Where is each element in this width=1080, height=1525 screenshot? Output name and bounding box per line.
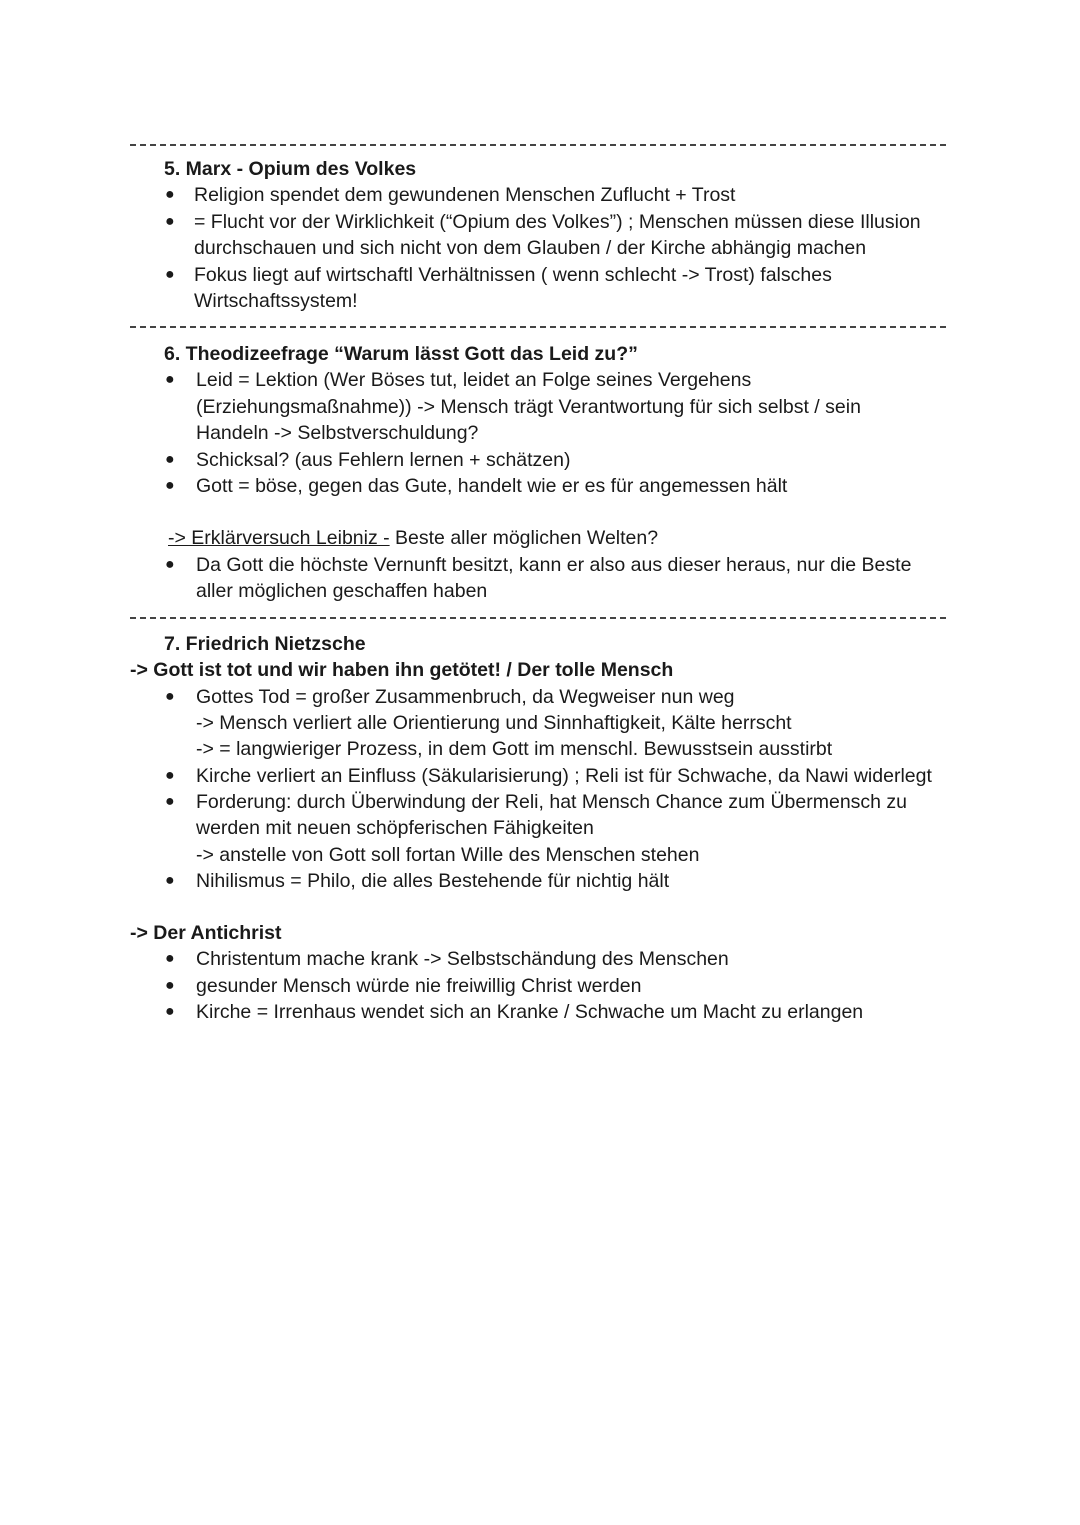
list-item: Gott = böse, gegen das Gute, handelt wie er es für angemessen hält xyxy=(196,475,788,497)
list-item-continuation: -> anstelle von Gott soll fortan Wille des Menschen stehen xyxy=(196,844,700,866)
bullet-dot: ● xyxy=(165,477,175,494)
bullet-dot: ● xyxy=(165,371,175,388)
list-item-continuation: Wirtschaftssystem! xyxy=(194,290,358,312)
list-item-continuation: aller möglichen geschaffen haben xyxy=(196,580,488,602)
list-item: Nihilismus = Philo, die alles Bestehende für nichtig hält xyxy=(196,870,670,892)
section-6-heading: 6. Theodizeefrage “Warum lässt Gott das Leid zu?” xyxy=(164,343,638,365)
list-item-continuation: werden mit neuen schöpferischen Fähigkeiten xyxy=(196,817,594,839)
list-item: Gottes Tod = großer Zusammenbruch, da Wegweiser nun weg xyxy=(196,686,735,708)
list-item: Religion spendet dem gewundenen Menschen Zuflucht + Trost xyxy=(194,184,736,206)
section-5-heading: 5. Marx - Opium des Volkes xyxy=(164,158,417,180)
section-7-subheading: -> Gott ist tot und wir haben ihn getötet! / Der tolle Mensch xyxy=(130,659,674,681)
list-item: Kirche = Irrenhaus wendet sich an Kranke / Schwache um Macht zu erlangen xyxy=(196,1001,864,1023)
list-item: = Flucht vor der Wirklichkeit (“Opium des Volkes”) ; Menschen müssen diese Illusion xyxy=(194,211,921,233)
section-divider xyxy=(130,617,946,619)
leibniz-underlined-label: -> Erklärversuch Leibniz - xyxy=(168,527,390,549)
list-item-continuation: Handeln -> Selbstverschuldung? xyxy=(196,422,479,444)
bullet-dot: ● xyxy=(165,793,175,810)
leibniz-line xyxy=(168,525,658,551)
bullet-dot: ● xyxy=(165,767,175,784)
section-7-heading: 7. Friedrich Nietzsche xyxy=(164,633,366,655)
bullet-dot: ● xyxy=(165,950,175,967)
list-item: Leid = Lektion (Wer Böses tut, leidet an Folge seines Vergehens xyxy=(196,369,752,391)
list-item: Fokus liegt auf wirtschaftl Verhältnissen ( wenn schlecht -> Trost) falsches xyxy=(194,264,832,286)
bullet-dot: ● xyxy=(165,688,175,705)
list-item: Kirche verliert an Einfluss (Säkularisierung) ; Reli ist für Schwache, da Nawi widerlegt xyxy=(196,765,932,787)
list-item-continuation: -> Mensch verliert alle Orientierung und Sinnhaftigkeit, Kälte herrscht xyxy=(196,712,792,734)
list-item: Christentum mache krank -> Selbstschändung des Menschen xyxy=(196,948,729,970)
section-divider xyxy=(130,326,946,328)
bullet-dot: ● xyxy=(165,213,175,230)
bullet-dot: ● xyxy=(165,451,175,468)
list-item: Da Gott die höchste Vernunft besitzt, kann er also aus dieser heraus, nur die Beste xyxy=(196,554,912,576)
list-item-continuation: -> = langwieriger Prozess, in dem Gott im menschl. Bewusstsein ausstirbt xyxy=(196,738,833,760)
bullet-dot: ● xyxy=(165,872,175,889)
leibniz-question: Beste aller möglichen Welten? xyxy=(389,527,659,549)
antichrist-heading: -> Der Antichrist xyxy=(130,922,282,944)
list-item-continuation: (Erziehungsmaßnahme)) -> Mensch trägt Verantwortung für sich selbst / sein xyxy=(196,396,861,418)
bullet-dot: ● xyxy=(165,186,175,203)
bullet-dot: ● xyxy=(165,977,175,994)
list-item: gesunder Mensch würde nie freiwillig Christ werden xyxy=(196,975,642,997)
bullet-dot: ● xyxy=(165,1003,175,1020)
list-item-continuation: durchschauen und sich nicht von dem Glauben / der Kirche abhängig machen xyxy=(194,237,867,259)
list-item: Forderung: durch Überwindung der Reli, hat Mensch Chance zum Übermensch zu xyxy=(196,791,908,813)
section-divider xyxy=(130,144,946,146)
bullet-dot: ● xyxy=(165,556,175,573)
bullet-dot: ● xyxy=(165,266,175,283)
list-item: Schicksal? (aus Fehlern lernen + schätzen) xyxy=(196,449,571,471)
